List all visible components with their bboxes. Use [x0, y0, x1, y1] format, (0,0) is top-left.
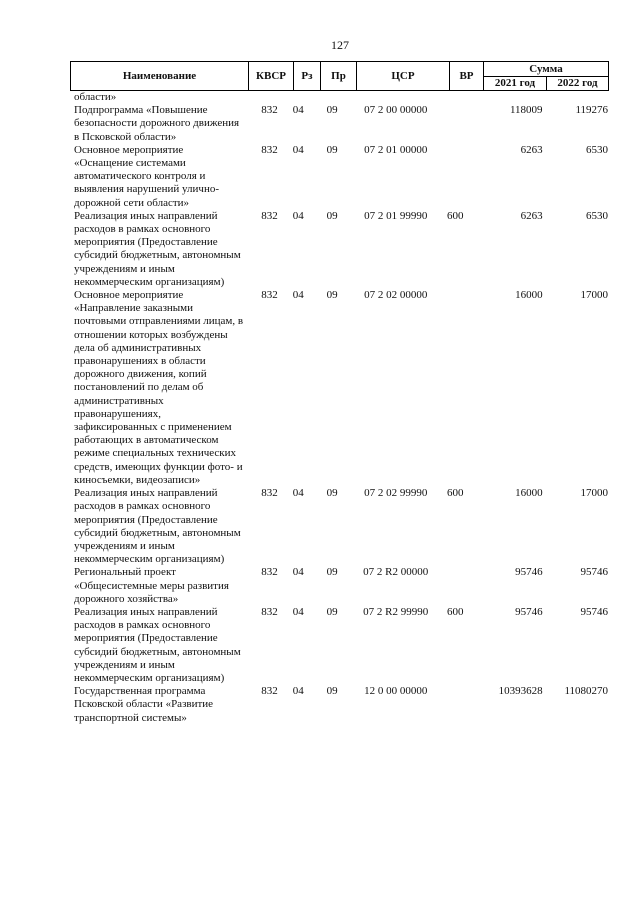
row-vr: 600: [447, 209, 464, 222]
row-rz: 04: [292, 289, 304, 302]
row-kvsr: 832: [261, 104, 278, 117]
row-pr: 09: [326, 487, 338, 500]
row-csr: 07 2 01 00000: [364, 143, 428, 156]
row-name: Подпрограмма «Повышение безопасности дорожного движения в Псковской области»: [74, 104, 240, 143]
row-rz: 04: [292, 209, 304, 222]
row-sum-2022: 17000: [580, 289, 609, 302]
row-csr: 07 2 R2 99990: [363, 605, 429, 618]
row-rz: 04: [292, 685, 304, 698]
row-kvsr: 832: [261, 209, 278, 222]
row-pr: 09: [326, 143, 338, 156]
header-kvsr: КВСР: [249, 62, 294, 91]
row-name: Реализация иных направлений расходов в рамках основного мероприятия (Предоставление субсидий бюджетным, автономным учреждениям и иным некоммерческим организациям): [74, 605, 241, 684]
table-row: [74, 104, 608, 144]
table-row: [74, 606, 608, 685]
table-header: [70, 61, 608, 90]
page-number: 127: [331, 38, 349, 52]
row-kvsr: 832: [261, 566, 278, 579]
row-sum-2022: 6530: [586, 209, 609, 222]
row-name: Реализация иных направлений расходов в рамках основного мероприятия (Предоставление субсидий бюджетным, автономным учреждениям и иным некоммерческим организациям): [74, 209, 241, 288]
row-sum-2022: 17000: [580, 487, 609, 500]
row-sum-2021: 10393628: [498, 685, 543, 698]
row-csr: 07 2 02 00000: [364, 289, 428, 302]
row-sum-2022: 119276: [575, 104, 609, 117]
row-csr: 07 2 01 99990: [364, 209, 428, 222]
row-sum-2021: 16000: [515, 487, 543, 500]
row-pr: 09: [326, 209, 338, 222]
row-name: Реализация иных направлений расходов в рамках основного мероприятия (Предоставление субсидий бюджетным, автономным учреждениям и иным некоммерческим организациям): [74, 487, 241, 566]
row-csr: 07 2 00 00000: [364, 104, 428, 117]
row-sum-2022: 11080270: [564, 685, 609, 698]
row-sum-2021: 6263: [520, 209, 543, 222]
row-rz: 04: [292, 143, 304, 156]
table-row: [74, 289, 608, 487]
row-name: Основное мероприятие «Оснащение системами автоматического контроля и выявления нарушений улично-дорожной сети области»: [74, 143, 220, 209]
row-sum-2021: 16000: [515, 289, 543, 302]
row-csr: 07 2 R2 00000: [363, 566, 429, 579]
header-csr: ЦСР: [357, 62, 450, 91]
row-pr: 09: [326, 566, 338, 579]
row-pr: 09: [326, 104, 338, 117]
row-kvsr: 832: [261, 605, 278, 618]
row-rz: 04: [292, 487, 304, 500]
header-vr: ВР: [450, 62, 484, 91]
table-body: [74, 91, 608, 725]
row-sum-2021: 6263: [520, 143, 543, 156]
row-kvsr: 832: [261, 143, 278, 156]
header-year-2021: 2021 год: [484, 77, 547, 91]
header-name: Наименование: [71, 62, 249, 91]
row-sum-2021: 95746: [515, 566, 543, 579]
row-sum-2021: 95746: [515, 605, 543, 618]
table-row: [74, 144, 608, 210]
continuation-text: области»: [74, 91, 117, 103]
header-sum: Сумма: [484, 62, 609, 77]
row-vr: 600: [447, 487, 464, 500]
row-csr: 12 0 00 00000: [364, 685, 428, 698]
table-row: [74, 487, 608, 566]
header-pr: Пр: [321, 62, 357, 91]
continuation-row: [74, 91, 608, 104]
header-rz: Рз: [294, 62, 321, 91]
row-pr: 09: [326, 289, 338, 302]
row-pr: 09: [326, 605, 338, 618]
row-rz: 04: [292, 605, 304, 618]
row-vr: 600: [447, 605, 464, 618]
table-row: [74, 685, 608, 725]
row-sum-2022: 95746: [580, 566, 609, 579]
table-row: [74, 210, 608, 289]
row-name: Региональный проект «Общесистемные меры развития дорожного хозяйства»: [74, 566, 229, 605]
row-sum-2022: 6530: [586, 143, 609, 156]
row-name: Основное мероприятие «Направление заказными почтовыми отправлениями лицам, в отношении которых возбуждены дела об административных правонарушениях в области дорожного движения, копий постановлений по делам об административных правонарушениях, зафиксированных с применением работающих в автоматическом режиме специальных технических средств, имеющих функции фото- и киносъемки, видеозаписи»: [74, 289, 244, 486]
row-csr: 07 2 02 99990: [364, 487, 428, 500]
row-kvsr: 832: [261, 487, 278, 500]
row-sum-2022: 95746: [580, 605, 609, 618]
row-kvsr: 832: [261, 685, 278, 698]
header-year-2022: 2022 год: [547, 77, 609, 91]
row-kvsr: 832: [261, 289, 278, 302]
table-row: [74, 566, 608, 606]
row-rz: 04: [292, 104, 304, 117]
row-sum-2021: 118009: [509, 104, 543, 117]
row-pr: 09: [326, 685, 338, 698]
row-rz: 04: [292, 566, 304, 579]
row-name: Государственная программа Псковской области «Развитие транспортной системы»: [74, 685, 214, 724]
